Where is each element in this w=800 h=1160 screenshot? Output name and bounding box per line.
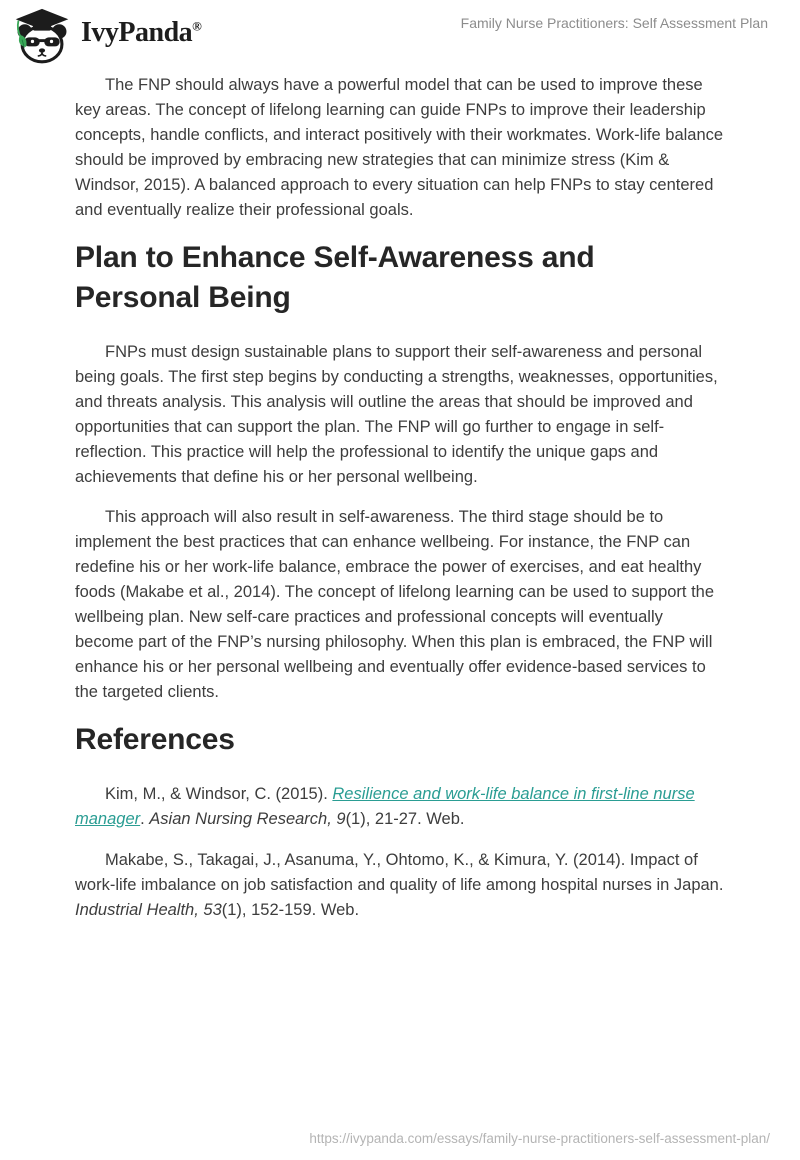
heading-plan-to-enhance: Plan to Enhance Self-Awareness and Personal Being (75, 241, 595, 314)
registered-mark: ® (192, 18, 202, 34)
reference-item-kim-windsor (75, 782, 725, 832)
reference-link-resilience[interactable]: Resilience and work-life balance in first-line nurse manager (75, 785, 695, 828)
heading-references: References (75, 723, 235, 756)
paragraph-sustainable-plans: FNPs must design sustainable plans to support their self-awareness and personal being goals. The first step begins by conducting a strengths, weaknesses, opportunities, and threats analysis. This analysis will outline the areas that should be improved and opportunities that can support the plan. The FNP will go further to engage in self-reflection. This practice will help the professional to identify the unique gaps and achievements that define his or her personal wellbeing. (75, 343, 718, 486)
reference-text: (1), 152-159. Web. (221, 901, 360, 919)
reference-text: Makabe, S., Takagai, J., Asanuma, Y., Ohtomo, K., & Kimura, Y. (2014). Impact of work-life imbalance on job satisfaction and quality of life among hospital nurses in Japan. (75, 851, 724, 894)
reference-text: (1), 21-27. Web. (345, 810, 465, 828)
document-title: Family Nurse Practitioners: Self Assessment Plan (460, 15, 768, 31)
reference-text: . (140, 810, 150, 828)
document-content (75, 70, 725, 939)
footer-source-url: https://ivypanda.com/essays/family-nurse-practitioners-self-assessment-plan/ (309, 1131, 770, 1146)
brand-text (81, 17, 201, 49)
paragraph-self-awareness: This approach will also result in self-awareness. The third stage should be to implement the best practices that can enhance wellbeing. For instance, the FNP can redefine his or her work-life balance, embrace the power of exercises, and eat healthy foods (Makabe et al., 2014). The concept of lifelong learning can be used to support the wellbeing plan. New self-care practices and professional concepts will eventually become part of the FNP’s nursing philosophy. When this plan is embraced, the FNP will enhance his or her personal wellbeing and eventually offer evidence-based services to the targeted clients. (75, 508, 715, 701)
brand-name: IvyPanda (81, 17, 193, 48)
reference-item-makabe (75, 848, 725, 923)
page-header (0, 0, 800, 70)
journal-title-italic: Industrial Health, 53 (75, 901, 222, 919)
reference-text: Kim, M., & Windsor, C. (2015). (105, 785, 333, 803)
journal-title-italic: Asian Nursing Research, 9 (149, 810, 346, 828)
paragraph-fnp-model: The FNP should always have a powerful model that can be used to improve these key areas. The concept of lifelong learning can guide FNPs to improve their leadership concepts, handle conflicts, and interact positively with their workmates. Work-life balance should be improved by embracing new strategies that can minimize stress (Kim & Windsor, 2015). A balanced approach to every situation can help FNPs to stay centered and eventually realize their professional goals. (75, 76, 724, 219)
panda-graduation-cap-logo-icon (13, 7, 71, 65)
